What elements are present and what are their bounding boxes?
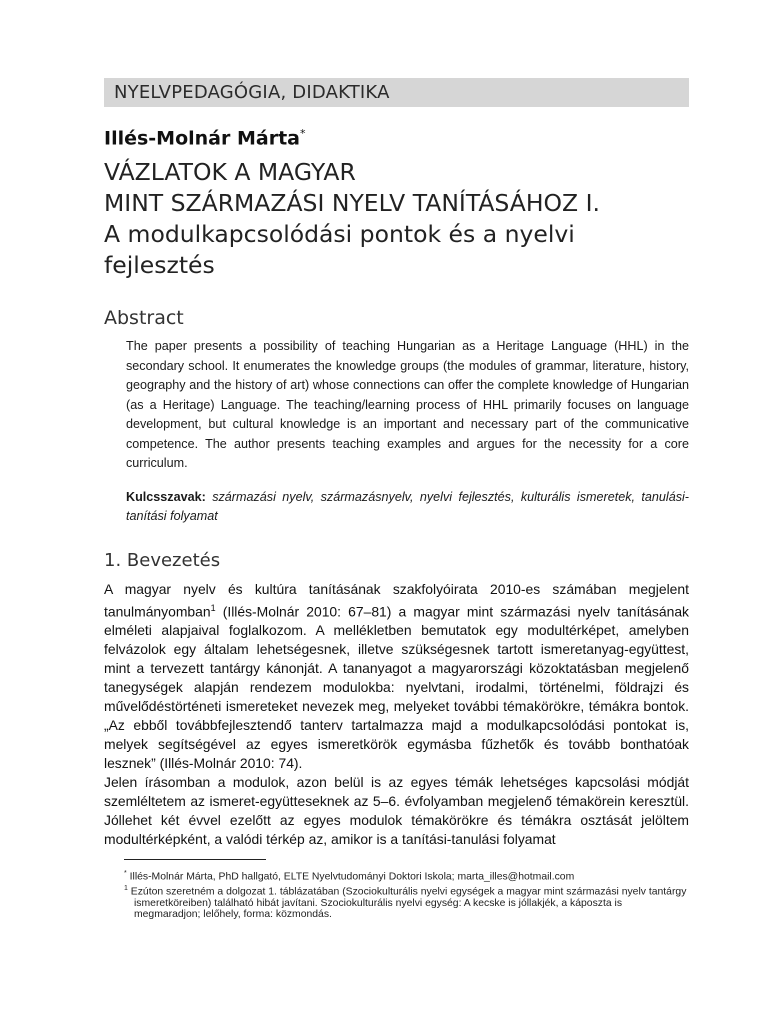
- footnote-ref-1[interactable]: 1: [210, 602, 216, 613]
- paragraph-1-rest: (Illés-Molnár 2010: 67–81) a magyar mint származási nyelv tanításának elméleti alapjaival foglalkozom. A mellékletben bemutatok egy modultérképet, amelyben felvázolok egy általam lehetségesnek, illetve szükségesnek tartott ismeretanyag-együttest, mint a tervezett tantárgy kánonját. A tananyagot a magyarországi közoktatásban megjelenő tanegységek alapján rendezem modulokba: nyelvtani, irodalmi, történelmi, földrajzi és művelődéstörténeti ismereteket nevezek meg, melyeket további témakörökre, témákra bontok. „Az ebből továbbfejlesztendő tanterv tartalmazza majd a modulkapcsolódási pontokat is, melyek segítségével az egyes ismeretkörök egymásba fűzhetők és tovább bonthatóak lesznek” (Illés-Molnár 2010: 74).: [104, 603, 689, 772]
- footnote-1: [124, 883, 689, 921]
- footnote-author-text: Illés-Molnár Márta, PhD hallgató, ELTE Nyelvtudományi Doktori Iskola; marta_illes@hotmail.com: [126, 871, 575, 883]
- paragraph-1: [104, 580, 689, 774]
- section-header: NYELVPEDAGÓGIA, DIDAKTIKA: [104, 78, 689, 107]
- paragraph-2: Jelen írásomban a modulok, azon belül is az egyes témák lehetséges kapcsolási módját szemléltetem az ismeret-együtteseknek az 5–6. évfolyamban megjelenő témakörein keresztül. Jóllehet két évvel ezelőtt az egyes modulok témakörökre és témákra osztását jelöltem modultérképként, a valódi térkép az, amikor is a tanítási-tanulási folyamat: [104, 774, 689, 848]
- title-line-1: VÁZLATOK A MAGYAR: [104, 158, 356, 187]
- keywords-label: Kulcsszavak:: [126, 489, 206, 504]
- author-footnote-mark: *: [299, 127, 306, 140]
- paragraph-1-start: A magyar nyelv és kultúra tanításának szakfolyóirata 2010-es számában megjelent tanulmányomban: [104, 580, 689, 620]
- author-name: [104, 127, 689, 149]
- footnote-divider: [124, 859, 266, 860]
- author-name-text: Illés-Molnár Márta: [104, 127, 300, 150]
- abstract-heading: Abstract: [104, 307, 184, 330]
- introduction-body: [104, 580, 689, 850]
- abstract-text: The paper presents a possibility of teaching Hungarian as a Heritage Language (HHL) in the secondary school. It enumerates the knowledge groups (the modules of grammar, literature, history, geography and the history of art) whose connections can offer the complete knowledge of Hungarian (as a Heritage) Language. The teaching/learning process of HHL primarily focuses on language development, but cultural knowledge is an important and necessary part of the communicative competence. The author presents teaching examples and argues for the necessity for a core curriculum.: [126, 339, 689, 471]
- article-page: [104, 78, 689, 849]
- title-line-3: A modulkapcsolódási pontok és a nyelvi fejlesztés: [104, 220, 575, 280]
- footnote-author: [124, 868, 689, 883]
- footnotes: [124, 868, 689, 921]
- keywords-list: származási nyelv, származásnyelv, nyelvi fejlesztés, kulturális ismeretek, tanulási-tanítási folyamat: [126, 489, 689, 523]
- section-heading-introduction: 1. Bevezetés: [104, 549, 221, 571]
- article-title: [104, 157, 689, 281]
- footnote-1-text: Ezúton szeretném a dolgozat 1. táblázatában (Szociokulturális nyelvi egységek a magyar mint származási nyelv tantárgy ismeretköreiben) található hibát javítani. Szociokulturális nyelvi egység: A kecske is jóllakjék, a káposzta is megmaradjon; lelőhely, forma: közmondás.: [127, 886, 687, 921]
- footnote-author-mark: *: [124, 870, 127, 877]
- keywords: [126, 488, 689, 526]
- title-line-2: MINT SZÁRMAZÁSI NYELV TANÍTÁSÁHOZ I.: [104, 189, 601, 218]
- footnote-1-mark: 1: [124, 884, 128, 892]
